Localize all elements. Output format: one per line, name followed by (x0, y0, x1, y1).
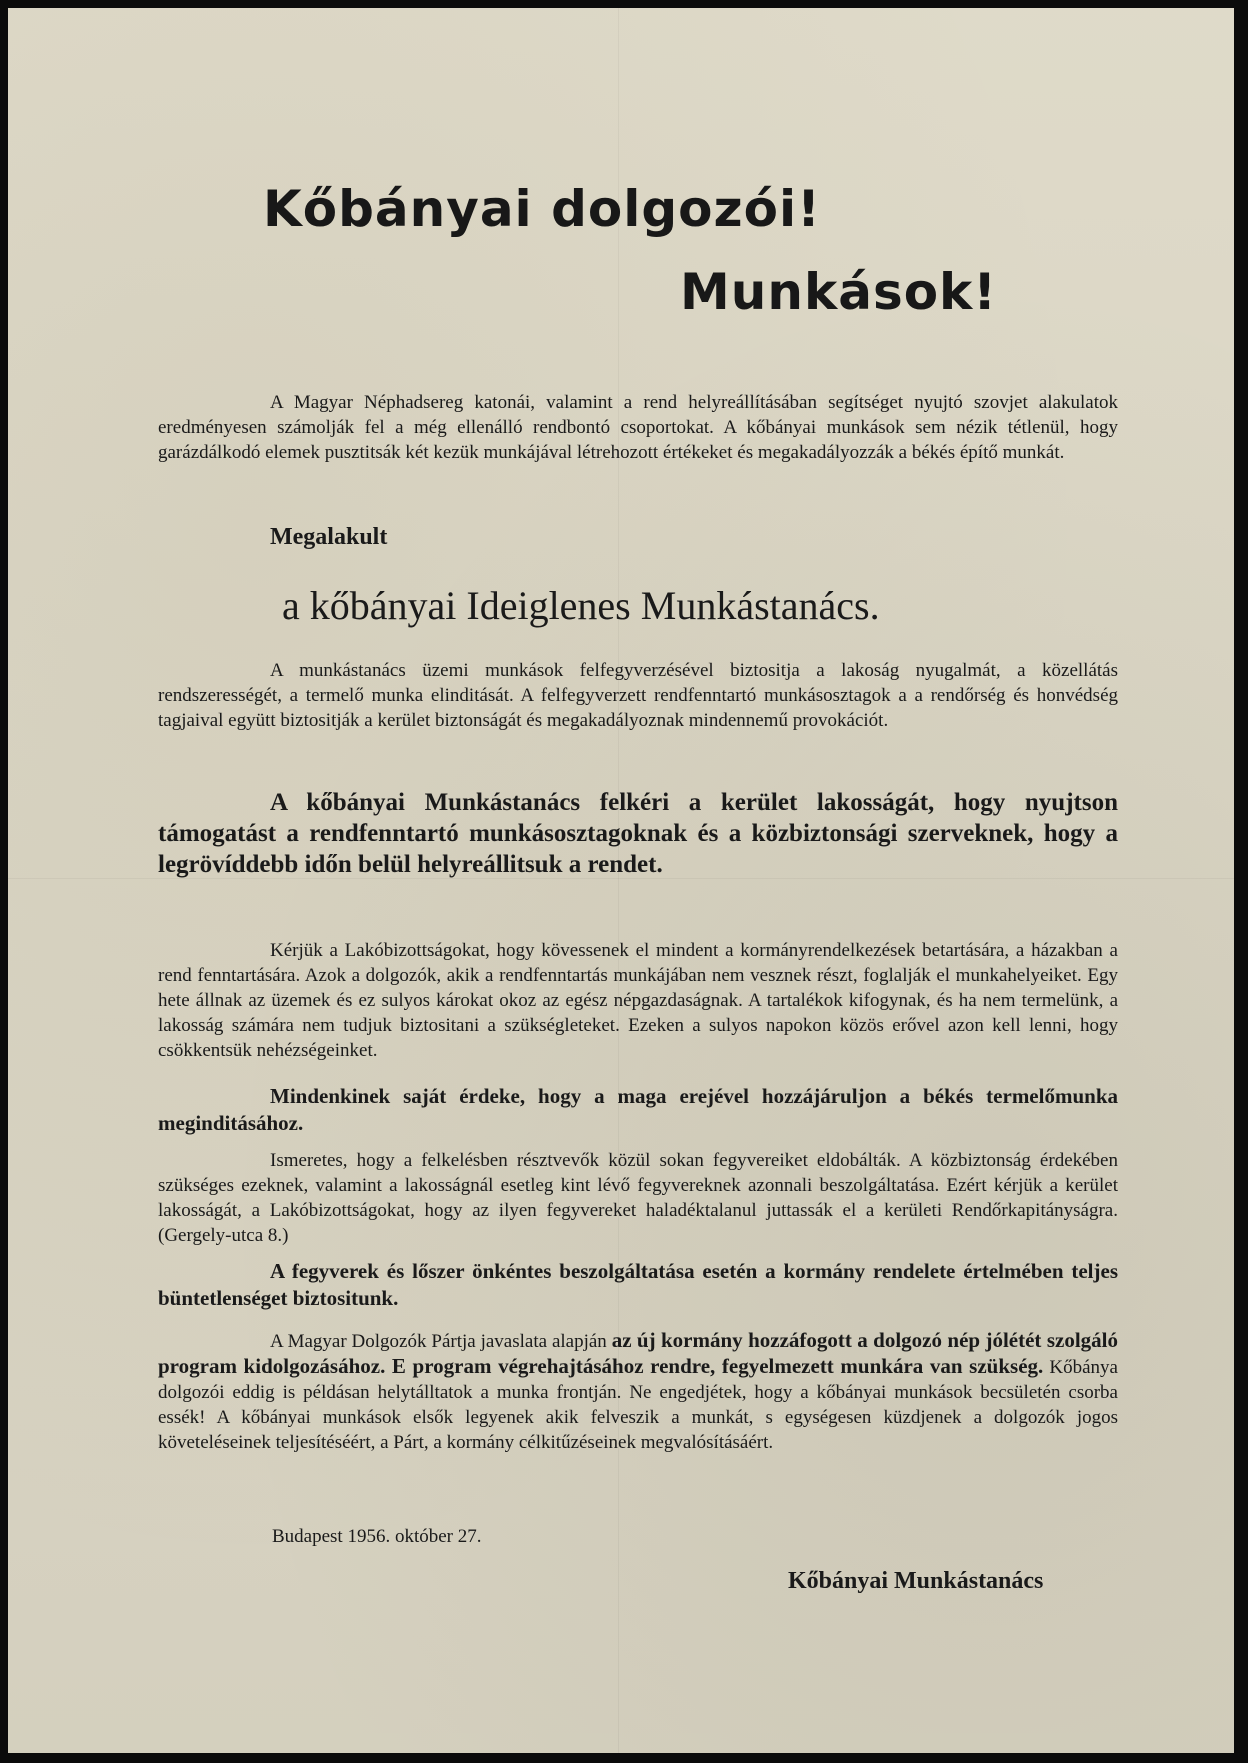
headline-laborers: Munkások! (680, 263, 998, 321)
poster-sheet (8, 8, 1234, 1753)
party-paragraph-emphasis: az új kormány hozzáfogott a dolgozó nép jólétét szolgáló program kidolgozásához. E program végrehajtásához rendre, fegyelmezett munkára van szükség. (158, 1328, 1118, 1378)
intro-paragraph: A Magyar Néphadsereg katonái, valamint a rend helyreállításában segítséget nyujtó szovjet alakulatok eredményesen számolják fel a még ellenálló rendbontó csoportokat. A kőbányai munkások sem nézik tétlenül, hogy garázdálkodó elemek pusztitsák két kezük munkájával létrehozott értékeket és megakadályozzák a békés építő munkát. (158, 392, 1118, 463)
council-title: a kőbányai Ideiglenes Munkástanács. (282, 583, 880, 628)
party-paragraph (158, 1328, 1118, 1455)
interest-paragraph: Mindenkinek saját érdeke, hogy a maga erejével hozzájáruljon a békés termelőmunka meginditásához. (158, 1084, 1118, 1135)
appeal-paragraph: A kőbányai Munkástanács felkéri a kerület lakosságát, hogy nyujtson támogatást a rendfenntartó munkásosztagoknak és a közbiztonsági szerveknek, hogy a legrövíddebb időn belül helyreállitsuk a rendet. (158, 789, 1118, 878)
amnesty-paragraph: A fegyverek és lőszer önkéntes beszolgáltatása esetén a kormány rendelete értelmében teljes büntetlenséget biztositunk. (158, 1259, 1118, 1310)
signature: Kőbányai Munkástanács (788, 1568, 1044, 1594)
headline-workers: Kőbányai dolgozói! (263, 180, 821, 238)
fold-line-vertical (618, 8, 619, 1753)
party-paragraph-intro: A Magyar Dolgozók Pártja javaslata alapján (270, 1331, 612, 1352)
subhead-founded: Megalakult (270, 524, 388, 550)
committees-paragraph: Kérjük a Lakóbizottságokat, hogy kövessenek el mindent a kormányrendelkezések betartására, a házakban a rend fenntartására. Azok a dolgozók, akik a rendfenntartás munkájában nem vesznek részt, foglalják el munkahelyeiket. Egy hete állnak az üzemek és ez sulyos károkat okoz az egész népgazdaságnak. A tartalékok kifogynak, és ha nem termelünk, a lakosság számára nem tudjuk biztositani a szükségleteket. Ezeken a sulyos napokon közös erővel azon kell lenni, hogy csökkentsük nehézségeinket. (158, 940, 1118, 1061)
weapons-paragraph: Ismeretes, hogy a felkelésben résztvevők közül sokan fegyvereiket eldobálták. A közbiztonság érdekében szükséges ezeknek, valamint a lakosságnál esetleg kint lévő fegyvereknek azonnali beszolgáltatása. Ezért kérjük a kerület lakosságát, a Lakóbizottságokat, hogy az ilyen fegyvereket haladéktalanul juttassák el a kerületi Rendőrkapitányságra. (Gergely-utca 8.) (158, 1150, 1118, 1246)
council-paragraph: A munkástanács üzemi munkások felfegyverzésével biztositja a lakoság nyugalmát, a közellátás rendszerességét, a termelő munka elinditását. A felfegyverzett rendfenntartó munkásosztagok a a rendőrség és honvédség tagjaival együtt biztositják a kerület biztonságát és megakadályoznak mindennemű provokációt. (158, 660, 1118, 731)
party-paragraph-rest: Kőbánya dolgozói eddig is példásan helytálltatok a munka frontján. Ne engedjétek, hogy a kőbányai munkások becsületén csorba essék! A kőbányai munkások elsők legyenek akik felveszik a munkát, s egységesen küzdjenek a dolgozók jogos követeléseinek teljesítéséért, a Párt, a kormány célkitűzéseinek megvalósításáért. (158, 1357, 1118, 1453)
date-line: Budapest 1956. október 27. (272, 1526, 482, 1547)
